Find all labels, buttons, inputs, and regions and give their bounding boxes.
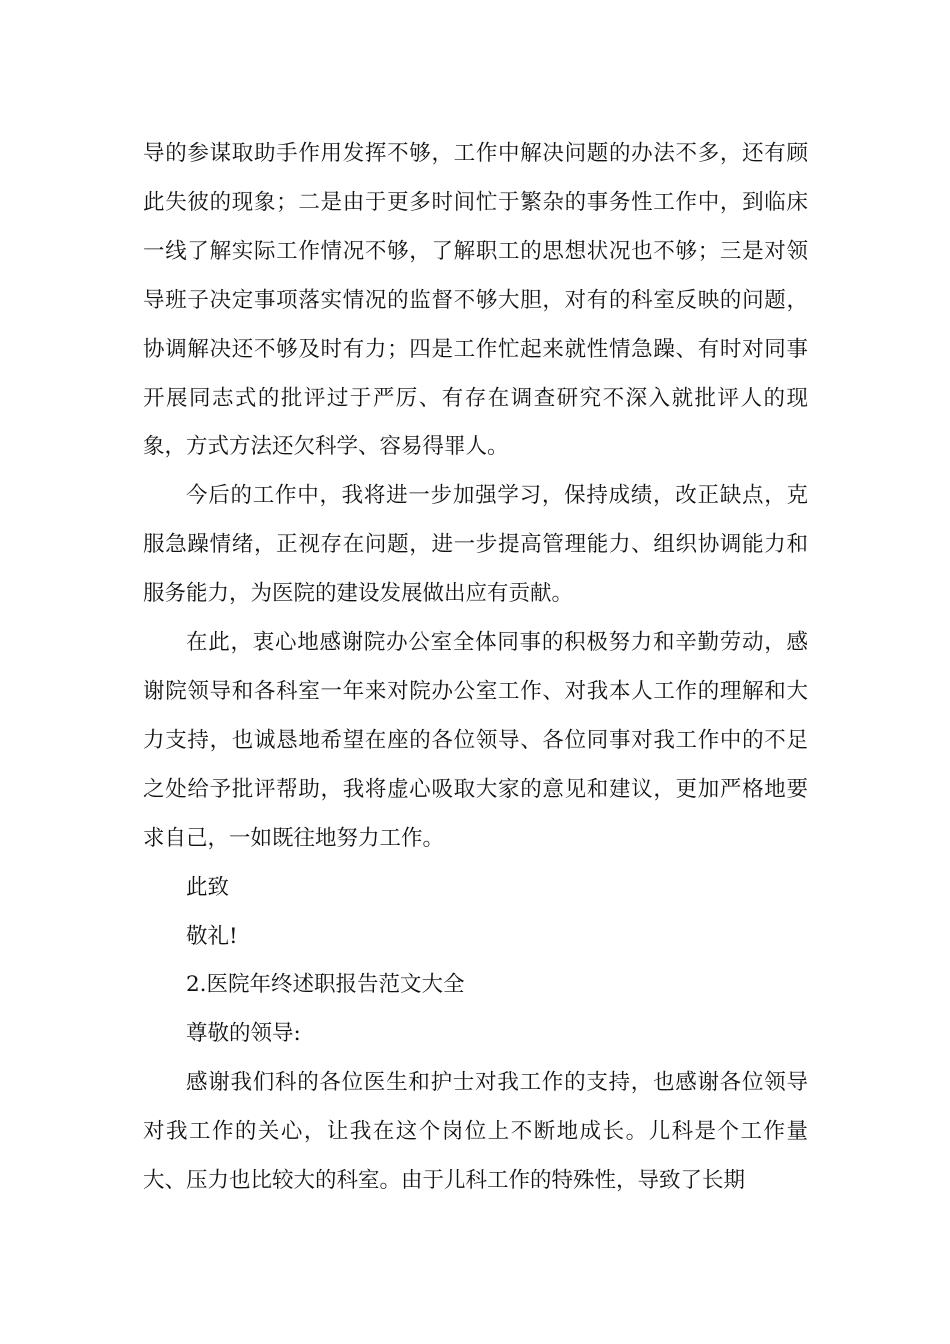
paragraph-thanks: 在此，衷心地感谢院办公室全体同事的积极努力和辛勤劳动，感谢院领导和各科室一年来对院办公室工作、对我本人工作的理解和大力支持，也诚恳地希望在座的各位领导、各位同事对我工作中的不足之处给予批评帮助，我将虚心吸取大家的意见和建议，更加严格地要求自己，一如既往地努力工作。 bbox=[143, 630, 808, 851]
greeting: 尊敬的领导: bbox=[186, 1021, 301, 1047]
closing-regards: 敬礼! bbox=[186, 923, 238, 949]
section-heading: 2.医院年终述职报告范文大全 bbox=[186, 972, 465, 998]
closing-salutation: 此致 bbox=[186, 874, 230, 900]
document-body bbox=[143, 130, 808, 1206]
paragraph-intro: 感谢我们科的各位医生和护士对我工作的支持，也感谢各位领导对我工作的关心，让我在这个岗位上不断地成长。儿科是个工作量大、压力也比较大的科室。由于儿科工作的特殊性，导致了长期 bbox=[143, 1070, 808, 1194]
paragraph-self-criticism: 导的参谋取助手作用发挥不够，工作中解决问题的办法不多，还有顾此失彼的现象；二是由于更多时间忙于繁杂的事务性工作中，到临床一线了解实际工作情况不够，了解职工的思想状况也不够；三是对领导班子决定事项落实情况的监督不够大胆，对有的科室反映的问题，协调解决还不够及时有力；四是工作忙起来就性情急躁、有时对同事开展同志式的批评过于严厉、有存在调查研究不深入就批评人的现象，方式方法还欠科学、容易得罪人。 bbox=[143, 141, 808, 460]
paragraph-future-plans: 今后的工作中，我将进一步加强学习，保持成绩，改正缺点，克服急躁情绪，正视存在问题，进一步提高管理能力、组织协调能力和服务能力，为医院的建设发展做出应有贡献。 bbox=[143, 483, 808, 607]
